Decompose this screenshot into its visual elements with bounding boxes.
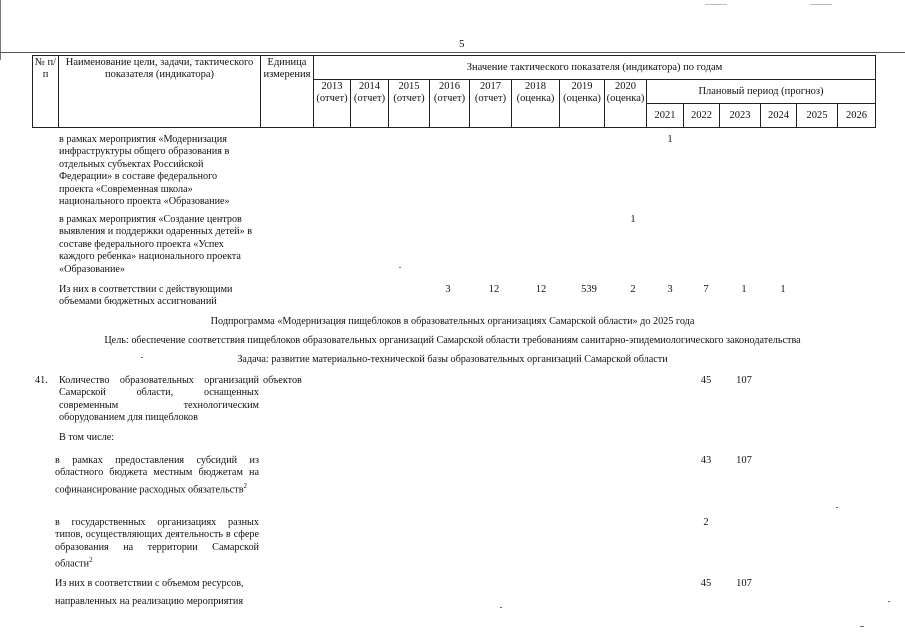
value-2018: 12 <box>535 284 547 295</box>
scan-speck <box>836 507 838 508</box>
value-2023: 1 <box>741 284 747 295</box>
scan-speck <box>888 601 890 602</box>
value-2019: 539 <box>581 284 597 295</box>
forecast-period-header: Плановый период (прогноз) <box>647 80 876 104</box>
value-2022: 7 <box>703 284 709 295</box>
scan-speck <box>860 626 864 627</box>
scan-speck <box>500 607 502 608</box>
row-text-modernization: в рамках мероприятия «Модернизация инфраструктуры общего образования в отдельных субъектах Российской Федерации» в составе федерального проекта «Современная школа» национального проекта «Образование» <box>59 134 230 208</box>
task-line: Задача: развитие материально-технической базы образовательных организаций Самарской области <box>237 354 668 365</box>
row-text-resources-2: направленных на реализацию мероприятия <box>55 596 244 607</box>
row-text-subsidies: в рамках предоставления субсидий из областного бюджета местным бюджетам на софинансирование расходных обязательств$^2$ <box>55 455 259 496</box>
row-number: 41. <box>35 375 48 386</box>
forecast-year-2024: 2024 <box>761 104 797 128</box>
col-name-header: Наименование цели, задачи, тактического показателя (индикатора) <box>59 56 261 128</box>
value-2021: 1 <box>667 134 673 145</box>
scan-edge-line <box>0 0 1 60</box>
row-text-talent-centers: в рамках мероприятия «Создание центров выявления и поддержки одаренных детей» в составе федерального проекта «Успех каждого ребенка» национального проекта «Образование» <box>59 214 253 275</box>
row-text-resources-1: Из них в соответствии с объемом ресурсов, <box>55 578 244 589</box>
value-2023: 107 <box>736 375 752 386</box>
forecast-year-2026: 2026 <box>838 104 876 128</box>
year-header-2014: 2014 (отчет) <box>351 80 389 128</box>
value-2024: 1 <box>780 284 786 295</box>
subprogram-title: Подпрограмма «Модернизация пищеблоков в образовательных организациях Самарской области» до 2025 года <box>210 316 695 327</box>
value-2022: 43 <box>700 455 712 466</box>
value-2023: 107 <box>736 578 752 589</box>
including-label: В том числе: <box>59 432 115 443</box>
forecast-year-2025: 2025 <box>797 104 838 128</box>
forecast-year-2021: 2021 <box>647 104 684 128</box>
year-header-2018: 2018 (оценка) <box>512 80 560 128</box>
row-unit: объектов <box>263 375 302 386</box>
indicator-table-header <box>32 55 876 128</box>
year-header-2020: 2020 (оценка) <box>605 80 647 128</box>
scan-mark <box>705 4 727 5</box>
col-unit-header: Единица измерения <box>261 56 314 128</box>
goal-line: Цель: обеспечение соответствия пищеблоков образовательных организаций Самарской области требованиям санитарно-эпидемиологического законодательства <box>104 335 801 346</box>
year-header-2019: 2019 (оценка) <box>560 80 605 128</box>
scan-mark <box>810 4 832 5</box>
value-2022: 45 <box>700 578 712 589</box>
value-2016: 3 <box>445 284 451 295</box>
value-2020: 1 <box>630 214 636 225</box>
values-by-year-header: Значение тактического показателя (индикатора) по годам <box>314 56 876 80</box>
year-header-2015: 2015 (отчет) <box>389 80 430 128</box>
forecast-year-2022: 2022 <box>684 104 720 128</box>
row-text-state-orgs: в государственных организациях разных типов, осуществляющих деятельность в сфере образования на территории Самарской области$^2$ <box>55 517 259 570</box>
scan-speck <box>141 357 143 358</box>
value-2021: 3 <box>667 284 673 295</box>
page-number: 5 <box>459 38 465 50</box>
year-header-2013: 2013 (отчет) <box>314 80 351 128</box>
value-2023: 107 <box>736 455 752 466</box>
forecast-year-2023: 2023 <box>720 104 761 128</box>
row-text-equipped-orgs: Количество образовательных организаций Самарской области, оснащенных современным технологическим оборудованием для пищеблоков <box>59 375 259 424</box>
value-2017: 12 <box>488 284 500 295</box>
scan-speck <box>399 267 401 268</box>
year-header-2016: 2016 (отчет) <box>430 80 470 128</box>
row-text-budget: Из них в соответствии с действующими объемами бюджетных ассигнований <box>59 284 233 308</box>
value-2022: 2 <box>703 517 709 528</box>
value-2022: 45 <box>700 375 712 386</box>
col-no-header: № п/п <box>33 56 59 128</box>
year-header-2017: 2017 (отчет) <box>470 80 512 128</box>
value-2020: 2 <box>630 284 636 295</box>
header-top-rule <box>0 52 905 53</box>
